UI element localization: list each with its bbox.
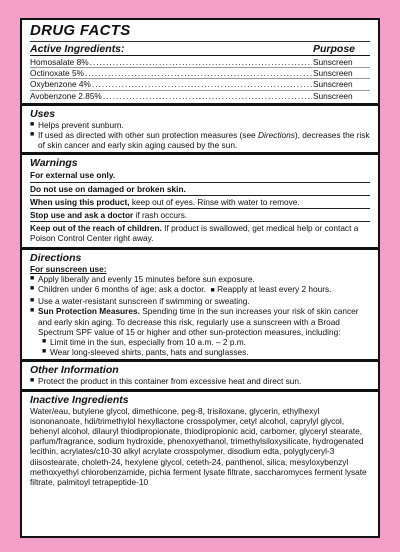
leader-dots [92, 79, 312, 89]
uses-bullet [30, 130, 370, 150]
section-divider [22, 359, 378, 362]
directions-text-part: Reapply at least every 2 hours. [217, 284, 332, 295]
other-information-heading: Other Information [30, 364, 119, 377]
inactive-ingredients-list: Water/eau, butylene glycol, dimethicone, peg-8, trisiloxane, glycerin, ethylhexyl isononanoate, hdi/trimethylol hexyllactone crosspolymer, cetyl alcohol, caprylyl glycol, behenyl alcohol, dilauryl thiodipropionate, thiodipropionic acid, carbomer, glyceryl stearate, parfum/fragrance, sodium hydroxide, phenoxyethanol, trimethylsiloxysilicate, hydrogenated lecithin, acrylates/c10-30 alkyl acrylate crosspolymer, disodium edta, polyglyceryl-3 diisostearate, choleth-24, hexylene glycol, ceteth-24, panthenol, silica, mesyloxybenzyl methoxyethyl chlorobenzamide, pichia ferment lysate filtrate, saccharomyces ferment lysate filtrate, palmitoyl tetrapeptide-10 [30, 405, 367, 488]
bullet-square-icon: ■ [30, 297, 35, 305]
directions-text-part: Children under 6 months of age: ask a doctor. [38, 284, 206, 295]
directions-text-part: Spending time in the sun increases your risk of skin cancer and early skin aging. To decrease this risk, regularly use a sunscreen with a Broad Spectrum SPF value of 15 or higher and other sun-protection measures, including: [38, 306, 359, 337]
uses-text-part: If used as directed with other sun protection measures (see [38, 130, 258, 141]
bullet-square-icon: ■ [30, 307, 35, 315]
drug-facts-title: DRUG FACTS [30, 22, 131, 39]
warning-text: If product is swallowed, get medical help or contact a Poison Control Center right away. [30, 223, 359, 244]
warning-when-using [30, 196, 370, 209]
directions-bullet [30, 284, 370, 296]
divider [30, 41, 370, 42]
warning-bold: When using this product, [30, 196, 130, 207]
directions-sub-bullet [30, 337, 370, 347]
section-divider [22, 389, 378, 392]
uses-text [38, 130, 370, 150]
directions-text [38, 284, 370, 296]
warning-text: keep out of eyes. Rinse with water to remove. [129, 196, 300, 207]
ingredient-purpose: Sunscreen [313, 90, 353, 101]
ingredient-purpose: Sunscreen [313, 57, 353, 67]
warning-bold: Stop use and ask a doctor [30, 210, 134, 221]
section-divider [22, 103, 378, 106]
directions-heading: Directions [30, 251, 82, 264]
inactive-ingredients-heading: Inactive Ingredients [30, 393, 129, 406]
section-divider [22, 152, 378, 155]
ingredient-purpose: Sunscreen [313, 68, 353, 79]
section-divider [22, 247, 378, 250]
active-ingredient-row [30, 57, 370, 67]
other-bullet [30, 376, 370, 386]
ingredient-purpose: Sunscreen [313, 79, 353, 90]
bullet-square-icon: ■ [42, 338, 47, 346]
directions-text [38, 306, 370, 337]
active-ingredients-header [30, 43, 370, 56]
bullet-square-icon: ■ [30, 131, 35, 139]
directions-sub-bullet [30, 347, 370, 357]
warning-bold: Keep out of the reach of children. [30, 223, 162, 234]
uses-heading: Uses [30, 107, 56, 120]
directions-bold: Sun Protection Measures. [38, 306, 140, 317]
warning-text: if rash occurs. [133, 210, 188, 221]
bullet-square-icon: ■ [30, 285, 35, 293]
uses-bullet [30, 120, 370, 130]
ingredient-name: Octinoxate 5% [30, 68, 84, 79]
active-ingredient-row [30, 78, 370, 89]
bullet-square-icon: ■ [210, 287, 215, 295]
uses-text-part: ), decreases the risk of skin cancer and early skin aging caused by the sun. [38, 130, 370, 151]
ingredient-name: Oxybenzone 4% [30, 79, 91, 90]
active-ingredient-row [30, 67, 370, 78]
other-text: Protect the product in this container from excessive heat and direct sun. [38, 376, 302, 387]
bullet-square-icon: ■ [30, 377, 35, 385]
directions-bullet [30, 306, 370, 337]
warning-external: For external use only. [30, 169, 370, 182]
warning-stop-use [30, 209, 370, 222]
directions-bullet [30, 274, 370, 284]
leader-dots [85, 68, 312, 78]
leader-dots [103, 91, 312, 101]
uses-text-emphasis: Directions [257, 130, 295, 141]
active-ingredients-heading: Active Ingredients: [30, 43, 125, 55]
directions-text: Limit time in the sun, especially from 10 a.m. – 2 p.m. [50, 337, 246, 348]
bullet-square-icon: ■ [30, 120, 35, 128]
drug-facts-panel [20, 18, 380, 538]
directions-text: Wear long-sleeved shirts, pants, hats and sunglasses. [50, 347, 249, 358]
purpose-heading: Purpose [313, 43, 356, 55]
sunscreen-use-label: For sunscreen use: [30, 263, 107, 274]
ingredient-name: Homosalate 8% [30, 57, 89, 67]
directions-bullet [30, 296, 370, 306]
active-ingredient-row [30, 90, 370, 101]
directions-text: Apply liberally and evenly 15 minutes before sun exposure. [38, 273, 255, 284]
warning-damaged-skin: Do not use on damaged or broken skin. [30, 183, 370, 196]
ingredient-name: Avobenzone 2.85% [30, 90, 102, 101]
leader-dots [90, 57, 312, 67]
bullet-square-icon: ■ [30, 274, 35, 282]
bullet-square-icon: ■ [42, 348, 47, 356]
warnings-heading: Warnings [30, 157, 78, 170]
uses-text: Helps prevent sunburn. [38, 119, 124, 130]
directions-text: Use a water-resistant sunscreen if swimming or sweating. [38, 296, 250, 307]
warning-children [30, 222, 370, 244]
